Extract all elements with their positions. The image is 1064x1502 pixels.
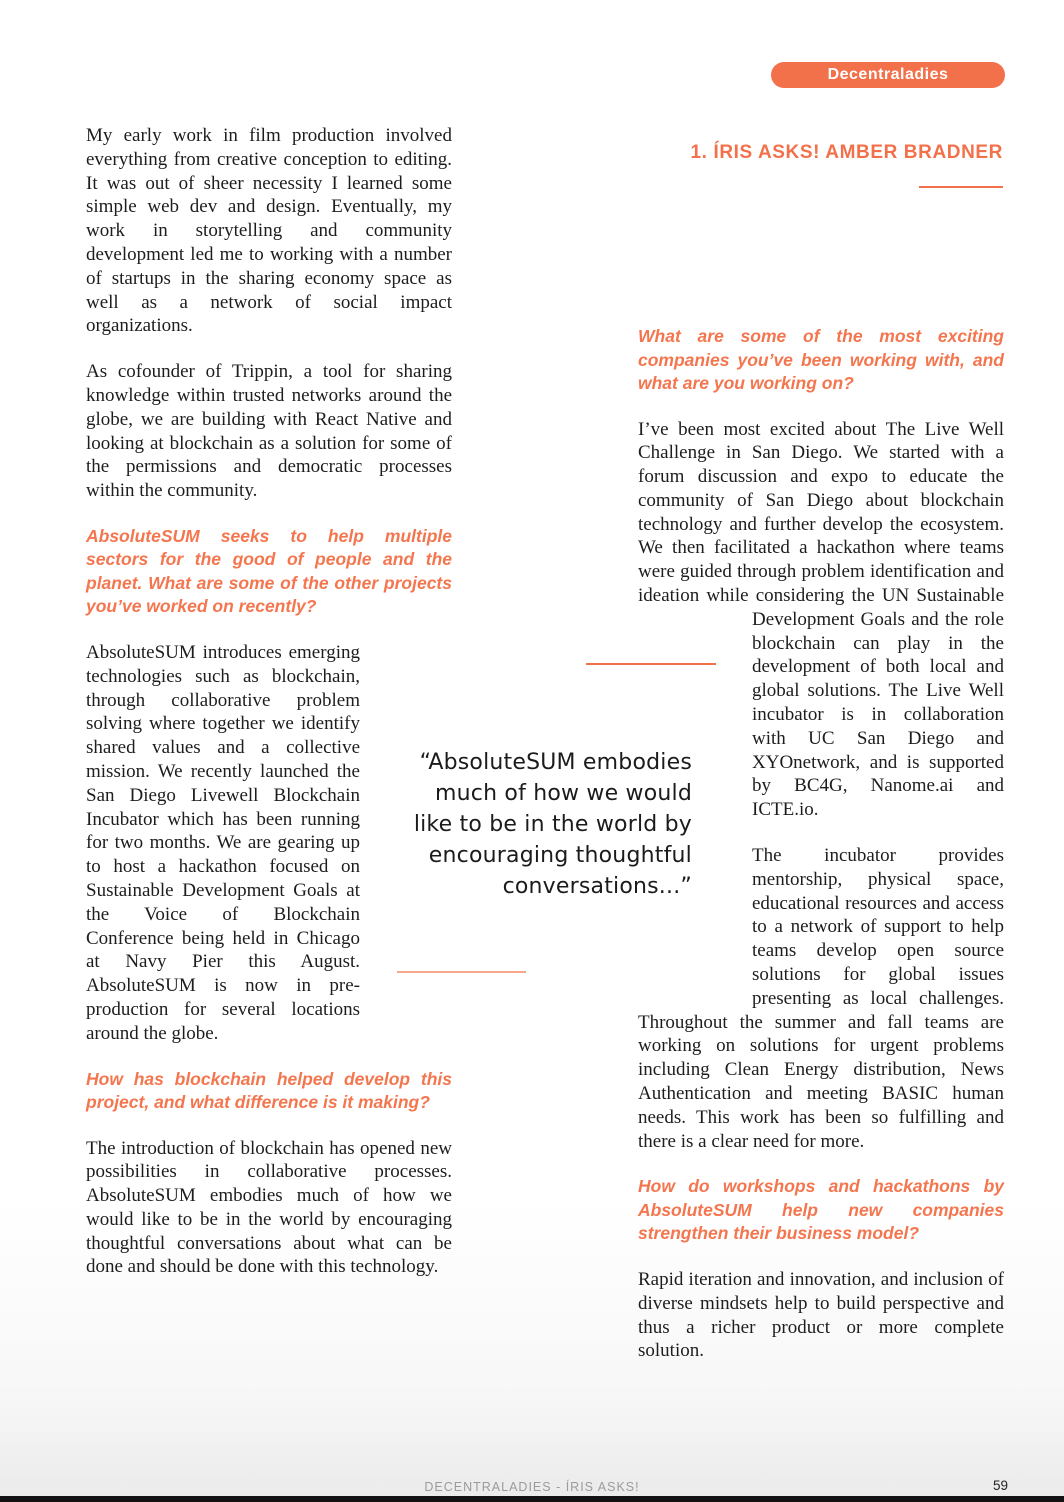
answer-paragraph-text: AbsoluteSUM introduces emerging technologies such as blockchain, through collaborative problem solving where together we identify shared values and a collective mission. We recently launched the San Diego Livewell Blockchain Incubator which has been running for two months. We are gearing up to host a hackathon focused on Sustainable Development Goals at the Voice of Blockchain Conference being held in Chicago at Navy Pier this August. AbsoluteSUM is now in pre-production for several locations around the globe. <box>86 641 360 1044</box>
footer-label: DECENTRALADIES - ÍRIS ASKS! <box>424 1480 640 1494</box>
answer-paragraph-text: the role blockchain can play in the development of both local and global solutions. The Live Well incubator is in collaboration with UC San Diego and XYOnetwork, and is supported by BC4G, Nanome.ai and ICTE.io. <box>752 608 1004 821</box>
right-column <box>638 325 1004 1385</box>
answer-paragraph: The introduction of blockchain has opened new possibilities in collaborative processes. AbsoluteSUM embodies much of how we would like to be in the world by encouraging thoughtful conversations about what can be done and should be done with this technology. <box>86 1137 452 1278</box>
answer-paragraph: My early work in film production involved everything from creative conception to editing. It was out of sheer necessity I learned some simple web dev and design. Eventually, my work in storytelling and community development led me to working with a number of startups in the sharing economy space as well as a network of social impact organizations. <box>86 125 452 337</box>
question-text: How do workshops and hackathons by AbsoluteSUM help new companies strengthen their business model? <box>638 1176 1004 1244</box>
question-text: AbsoluteSUM seeks to help multiple sectors for the good of people and the planet. What are some of the other projects you’ve worked on recently? <box>86 525 452 617</box>
answer-paragraph: The incubator provides mentorship, physical space, educational resources and access to a network of support to help teams develop open source solutions for global issues presenting as local challenges. Throughout the summer and fall teams are working on solutions for urgent problems including Clean Energy distribution, News Authentication and meeting BASIC human needs. This work has been so fulfilling and there is a clear need for more. <box>638 845 1004 1152</box>
left-column <box>86 124 452 1301</box>
page-title: 1. ÍRIS ASKS! AMBER BRADNER <box>690 142 1003 163</box>
pull-quote: “AbsoluteSUM embodies much of how we would like to be in the world by encouraging thoughtful conversations...” <box>413 750 692 899</box>
answer-paragraph-text: I’ve been most excited about The Live Well Challenge in San Diego. We started with a forum discussion and expo to educate the community of San Diego about blockchain technology and further develop the ecosystem. We then facilitated a hackathon where teams were guided through problem identification and ideation while considering the UN Sustainable Development Goals and <box>638 418 1004 630</box>
question-text: What are some of the most exciting companies you’ve been working with, and what are you working on? <box>638 326 1004 393</box>
question-text: How has blockchain helped develop this project, and what difference is it making? <box>86 1068 452 1112</box>
pull-quote-line-top <box>586 663 716 665</box>
footer-bar <box>0 1496 1064 1502</box>
brand-badge <box>771 62 1005 88</box>
answer-paragraph <box>86 641 452 1046</box>
answer-paragraph <box>638 418 1004 823</box>
answer-paragraph: As cofounder of Trippin, a tool for sharing knowledge within trusted networks around the globe, we are building with React Native and looking at blockchain as a solution for some of the permissions and democratic processes within the community. <box>86 361 452 502</box>
brand-badge-label: Decentraladies <box>827 66 949 83</box>
title-underline <box>919 186 1003 188</box>
answer-paragraph: Rapid iteration and innovation, and inclusion of diverse mindsets help to build perspective and thus a richer product or more complete solution. <box>638 1268 1004 1362</box>
page-number: 59 <box>992 1478 1008 1493</box>
pull-quote-line-bottom <box>397 971 526 973</box>
